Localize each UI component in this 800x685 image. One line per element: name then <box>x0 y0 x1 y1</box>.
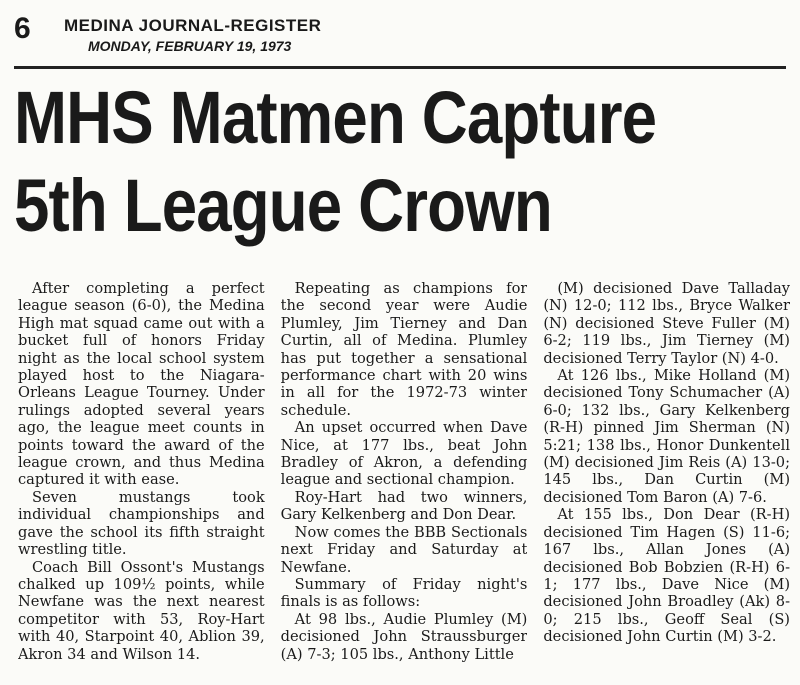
publication-date: MONDAY, FEBRUARY 19, 1973 <box>88 38 292 54</box>
headline-line-2: 5th League Crown <box>14 164 552 247</box>
paragraph: (M) decisioned Dave Talladay (N) 12-0; 112 lbs., Bryce Walker (N) decisioned Steve Fuller (M) 6-2; 119 lbs., Jim Tierney (M) decisioned Terry Taylor (N) 4-0. <box>543 280 791 367</box>
paragraph: Now comes the BBB Sectionals next Friday and Saturday at Newfane. <box>280 523 528 576</box>
article-column-3 <box>543 280 790 680</box>
paragraph: Summary of Friday night's finals is as follows: <box>280 575 528 611</box>
paragraph: At 155 lbs., Don Dear (R-H) decisioned Tim Hagen (S) 11-6; 167 lbs., Allan Jones (A) decisioned Bob Bobzien (R-H) 6-1; 177 lbs., Dave Nice (M) decisioned John Broadley (Ak) 8-0; 215 lbs., Geoff Seal (S) decisioned John Curtin (M) 3-2. <box>543 506 791 646</box>
headline <box>14 74 668 250</box>
paragraph: At 126 lbs., Mike Holland (M) decisioned Tony Schumacher (A) 6-0; 132 lbs., Gary Kelkenberg (R-H) pinned Jim Sherman (N) 5:21; 138 lbs., Honor Dunkentell (M) decisioned Jim Reis (A) 13-0; 145 lbs., Dan Curtin (M) decisioned Tom Baron (A) 7-6. <box>543 367 791 506</box>
paragraph: Seven mustangs took individual championships and gave the school its fifth straight wrestling title. <box>18 488 265 559</box>
paragraph: After completing a perfect league season (6-0), the Medina High mat squad came out with a bucket full of honors Friday night as the local school system played host to the Niagara-Orleans League Tourney. Under rulings adopted several years ago, the league meet counts in points toward the award of the league crown, and thus Medina captured it with ease. <box>18 280 265 489</box>
paragraph: Coach Bill Ossont's Mustangs chalked up 109½ points, while Newfane was the next nearest competitor with 53, Roy-Hart with 40, Starpoint 40, Ablion 39, Akron 34 and Wilson 14. <box>18 558 265 663</box>
paragraph: At 98 lbs., Audie Plumley (M) decisioned John Straussburger (A) 7-3; 105 lbs., Anthony Little <box>280 610 528 663</box>
article-column-1 <box>18 280 265 680</box>
header-rule <box>14 66 786 69</box>
article-column-2 <box>281 280 528 680</box>
paragraph: An upset occurred when Dave Nice, at 177 lbs., beat John Bradley of Akron, a defending league and sectional champion. <box>280 419 528 489</box>
newspaper-name: MEDINA JOURNAL-REGISTER <box>64 16 322 35</box>
page-number: 6 <box>14 12 31 45</box>
article-body <box>18 280 790 680</box>
paragraph: Repeating as champions for the second year were Audie Plumley, Jim Tierney and Dan Curtin, all of Medina. Plumley has put together a sensational performance chart with 20 wins in all for the 1972-73 winter schedule. <box>280 280 528 419</box>
paragraph: Roy-Hart had two winners, Gary Kelkenberg and Don Dear. <box>280 488 528 524</box>
headline-line-1: MHS Matmen Capture <box>14 76 657 159</box>
